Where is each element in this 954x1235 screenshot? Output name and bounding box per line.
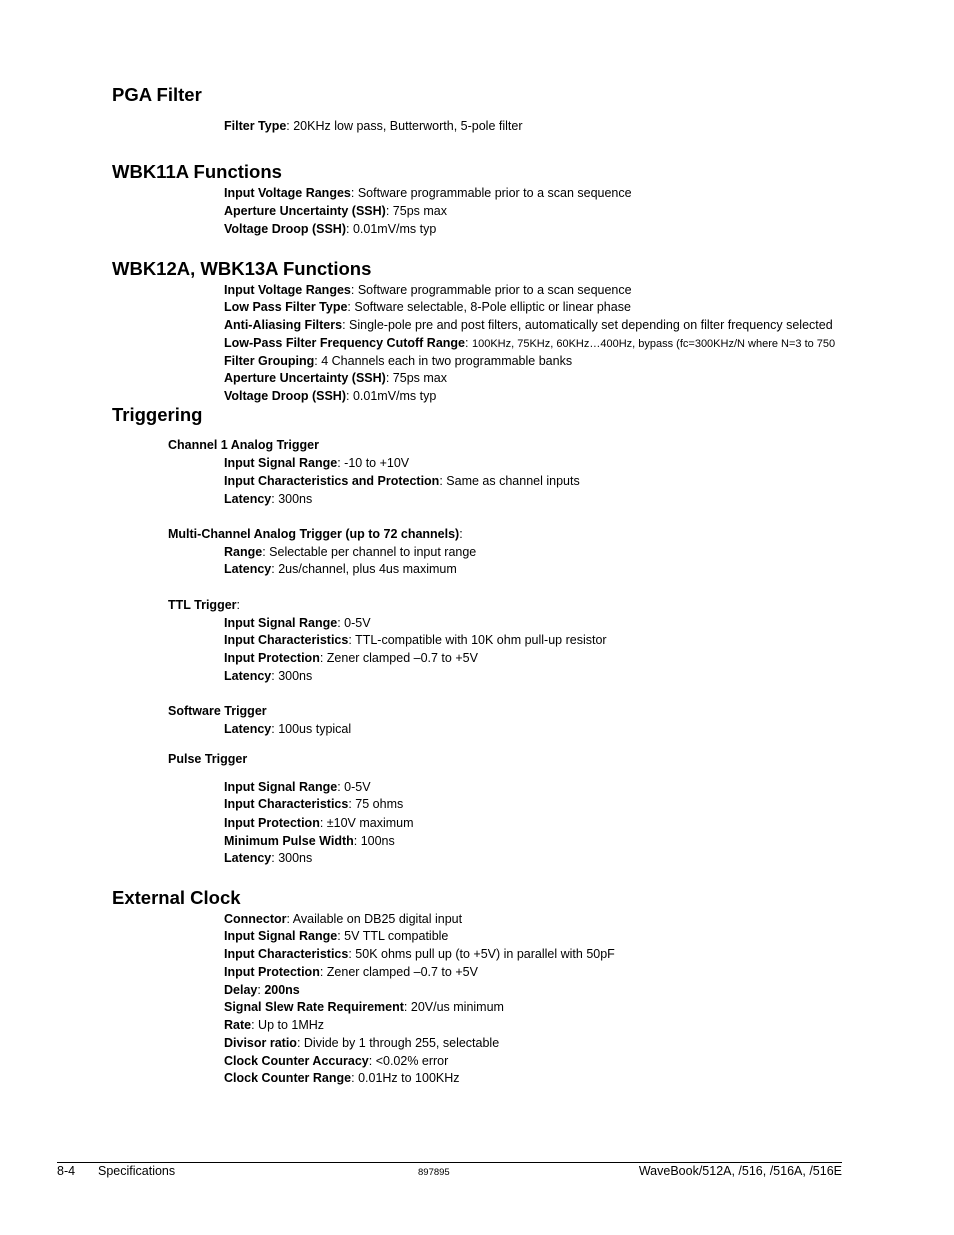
spec-value: -10 to +10V (344, 456, 410, 470)
spec-label: Input Signal Range (224, 780, 338, 794)
spec-line: Aperture Uncertainty (SSH): 75ps max (224, 204, 447, 218)
spec-label: Voltage Droop (SSH) (224, 389, 346, 403)
spec-label: Input Characteristics (224, 633, 349, 647)
spec-line: Input Characteristics: TTL-compatible with 10K ohm pull-up resistor (224, 633, 607, 647)
spec-label: Input Characteristics and Protection (224, 474, 440, 488)
spec-label: Input Protection (224, 651, 320, 665)
spec-line: Aperture Uncertainty (SSH): 75ps max (224, 371, 447, 385)
spec-value: ±10V maximum (326, 816, 414, 830)
subsection-multi-channel-trigger: Multi-Channel Analog Trigger (up to 72 channels): (168, 527, 463, 541)
spec-value: Single-pole pre and post filters, automatically set depending on filter frequency selected (349, 318, 833, 332)
spec-line: Input Characteristics: 75 ohms (224, 797, 404, 811)
spec-value: 20KHz low pass, Butterworth, 5-pole filter (293, 119, 523, 133)
spec-value: 75ps max (392, 371, 447, 385)
section-heading-wbk12a-wbk13a: WBK12A, WBK13A Functions (112, 258, 372, 279)
section-heading-wbk11a: WBK11A Functions (112, 161, 282, 182)
spec-label: Input Protection (224, 965, 320, 979)
spec-line: Connector: Available on DB25 digital input (224, 912, 463, 926)
spec-line: Filter Grouping: 4 Channels each in two programmable banks (224, 354, 573, 368)
spec-label: Minimum Pulse Width (224, 834, 354, 848)
spec-value: 100us typical (278, 722, 352, 736)
subsection-pulse-trigger: Pulse Trigger (168, 752, 248, 766)
spec-label: Input Characteristics (224, 947, 349, 961)
spec-value: Software programmable prior to a scan sequence (357, 186, 632, 200)
spec-line: Low Pass Filter Type: Software selectable, 8-Pole elliptic or linear phase (224, 300, 631, 314)
spec-value: Available on DB25 digital input (292, 912, 463, 926)
section-heading-triggering: Triggering (112, 404, 203, 425)
spec-line: Input Signal Range: 0-5V (224, 780, 371, 794)
spec-value: 75ps max (392, 204, 447, 218)
spec-label: Aperture Uncertainty (SSH) (224, 204, 386, 218)
spec-line: Latency: 300ns (224, 851, 313, 865)
spec-value: 0-5V (344, 780, 371, 794)
spec-label: Input Characteristics (224, 797, 349, 811)
spec-value: 0.01mV/ms typ (352, 389, 437, 403)
spec-line: Input Protection: ±10V maximum (224, 816, 414, 830)
spec-value: 300ns (278, 851, 313, 865)
footer-page-number: 8-4 (57, 1164, 76, 1178)
spec-line: Latency: 300ns (224, 669, 313, 683)
spec-label: Anti-Aliasing Filters (224, 318, 343, 332)
footer-rule (57, 1162, 842, 1163)
spec-value: TTL-compatible with 10K ohm pull-up resistor (355, 633, 607, 647)
spec-value: Up to 1MHz (258, 1018, 325, 1032)
spec-line: Signal Slew Rate Requirement: 20V/us minimum (224, 1000, 504, 1014)
spec-value: Zener clamped –0.7 to +5V (326, 965, 478, 979)
spec-line: Anti-Aliasing Filters: Single-pole pre and post filters, automatically set depending on filter frequency selected (224, 318, 833, 332)
spec-line: Divisor ratio: Divide by 1 through 255, selectable (224, 1036, 500, 1050)
section-heading-pga-filter: PGA Filter (112, 84, 202, 105)
footer-doc-number: 897895 (418, 1167, 450, 1178)
spec-label: Range (224, 545, 263, 559)
subsection-software-trigger: Software Trigger (168, 704, 267, 718)
spec-label: Rate (224, 1018, 252, 1032)
spec-label: Signal Slew Rate Requirement (224, 1000, 404, 1014)
spec-value: 100KHz, 75KHz, 60KHz…400Hz, bypass (fc=300KHz/N where N=3 to 750 (471, 338, 836, 350)
spec-line: Input Voltage Ranges: Software programmable prior to a scan sequence (224, 283, 632, 297)
spec-line: Input Signal Range: 5V TTL compatible (224, 929, 449, 943)
spec-value: 0.01Hz to 100KHz (358, 1071, 460, 1085)
spec-line: Filter Type: 20KHz low pass, Butterworth, 5-pole filter (224, 119, 523, 133)
spec-label: Connector (224, 912, 287, 926)
spec-label: Input Protection (224, 816, 320, 830)
spec-value: 20V/us minimum (410, 1000, 504, 1014)
spec-label: Latency (224, 669, 272, 683)
spec-label: Input Voltage Ranges (224, 186, 351, 200)
spec-line: Range: Selectable per channel to input range (224, 545, 477, 559)
spec-line: Clock Counter Accuracy: <0.02% error (224, 1054, 449, 1068)
footer-product-name: WaveBook/512A, /516, /516A, /516E (638, 1164, 842, 1178)
spec-label: Delay (224, 983, 258, 997)
spec-value: <0.02% error (375, 1054, 449, 1068)
spec-value: Selectable per channel to input range (269, 545, 477, 559)
spec-label: Latency (224, 722, 272, 736)
spec-value: 4 Channels each in two programmable banks (321, 354, 573, 368)
spec-line: Input Characteristics: 50K ohms pull up (to +5V) in parallel with 50pF (224, 947, 615, 961)
spec-value: 5V TTL compatible (344, 929, 449, 943)
subsection-channel1-analog-trigger: Channel 1 Analog Trigger (168, 438, 319, 452)
spec-value: 300ns (278, 492, 313, 506)
spec-line: Clock Counter Range: 0.01Hz to 100KHz (224, 1071, 460, 1085)
spec-line: Low-Pass Filter Frequency Cutoff Range: 100KHz, 75KHz, 60KHz…400Hz, bypass (fc=300KHz/N where N=3 to 750 (224, 336, 836, 350)
spec-line: Voltage Droop (SSH): 0.01mV/ms typ (224, 389, 437, 403)
spec-label: Latency (224, 492, 272, 506)
section-heading-external-clock: External Clock (112, 887, 241, 908)
spec-value: Same as channel inputs (446, 474, 580, 488)
spec-line: Input Signal Range: -10 to +10V (224, 456, 410, 470)
spec-line: Minimum Pulse Width: 100ns (224, 834, 395, 848)
spec-line: Input Protection: Zener clamped –0.7 to +5V (224, 965, 478, 979)
spec-label: Voltage Droop (SSH) (224, 222, 346, 236)
spec-value: 0.01mV/ms typ (352, 222, 437, 236)
spec-label: Latency (224, 851, 272, 865)
spec-value: 300ns (278, 669, 313, 683)
footer-section-name: Specifications (98, 1164, 176, 1178)
spec-label: Clock Counter Range (224, 1071, 352, 1085)
spec-value: Software selectable, 8-Pole elliptic or linear phase (354, 300, 631, 314)
spec-label: Aperture Uncertainty (SSH) (224, 371, 386, 385)
spec-value: 50K ohms pull up (to +5V) in parallel with 50pF (355, 947, 615, 961)
spec-label: Input Voltage Ranges (224, 283, 351, 297)
spec-label: Divisor ratio (224, 1036, 297, 1050)
spec-label: Filter Grouping (224, 354, 315, 368)
spec-value: Divide by 1 through 255, selectable (303, 1036, 500, 1050)
spec-label: Clock Counter Accuracy (224, 1054, 369, 1068)
spec-value: Software programmable prior to a scan sequence (357, 283, 632, 297)
subsection-ttl-trigger: TTL Trigger: (168, 598, 241, 612)
spec-label: Latency (224, 562, 272, 576)
spec-label: Input Signal Range (224, 616, 338, 630)
spec-value: 75 ohms (355, 797, 404, 811)
spec-label: Low Pass Filter Type (224, 300, 348, 314)
spec-line: Input Protection: Zener clamped –0.7 to +5V (224, 651, 478, 665)
spec-line: Voltage Droop (SSH): 0.01mV/ms typ (224, 222, 437, 236)
spec-line: Latency: 300ns (224, 492, 313, 506)
spec-value: 0-5V (344, 616, 371, 630)
spec-label: Input Signal Range (224, 456, 338, 470)
spec-label: Low-Pass Filter Frequency Cutoff Range (224, 336, 466, 350)
spec-value: 200ns (264, 983, 300, 997)
spec-label: Filter Type (224, 119, 287, 133)
spec-line: Input Voltage Ranges: Software programmable prior to a scan sequence (224, 186, 632, 200)
spec-value: Zener clamped –0.7 to +5V (326, 651, 478, 665)
spec-value: 100ns (360, 834, 395, 848)
spec-line: Rate: Up to 1MHz (224, 1018, 325, 1032)
spec-line: Input Characteristics and Protection: Same as channel inputs (224, 474, 580, 488)
spec-line: Latency: 100us typical (224, 722, 352, 736)
spec-line: Delay: 200ns (224, 983, 300, 997)
spec-label: Input Signal Range (224, 929, 338, 943)
spec-line: Input Signal Range: 0-5V (224, 616, 371, 630)
spec-line: Latency: 2us/channel, plus 4us maximum (224, 562, 457, 576)
spec-value: 2us/channel, plus 4us maximum (278, 562, 457, 576)
